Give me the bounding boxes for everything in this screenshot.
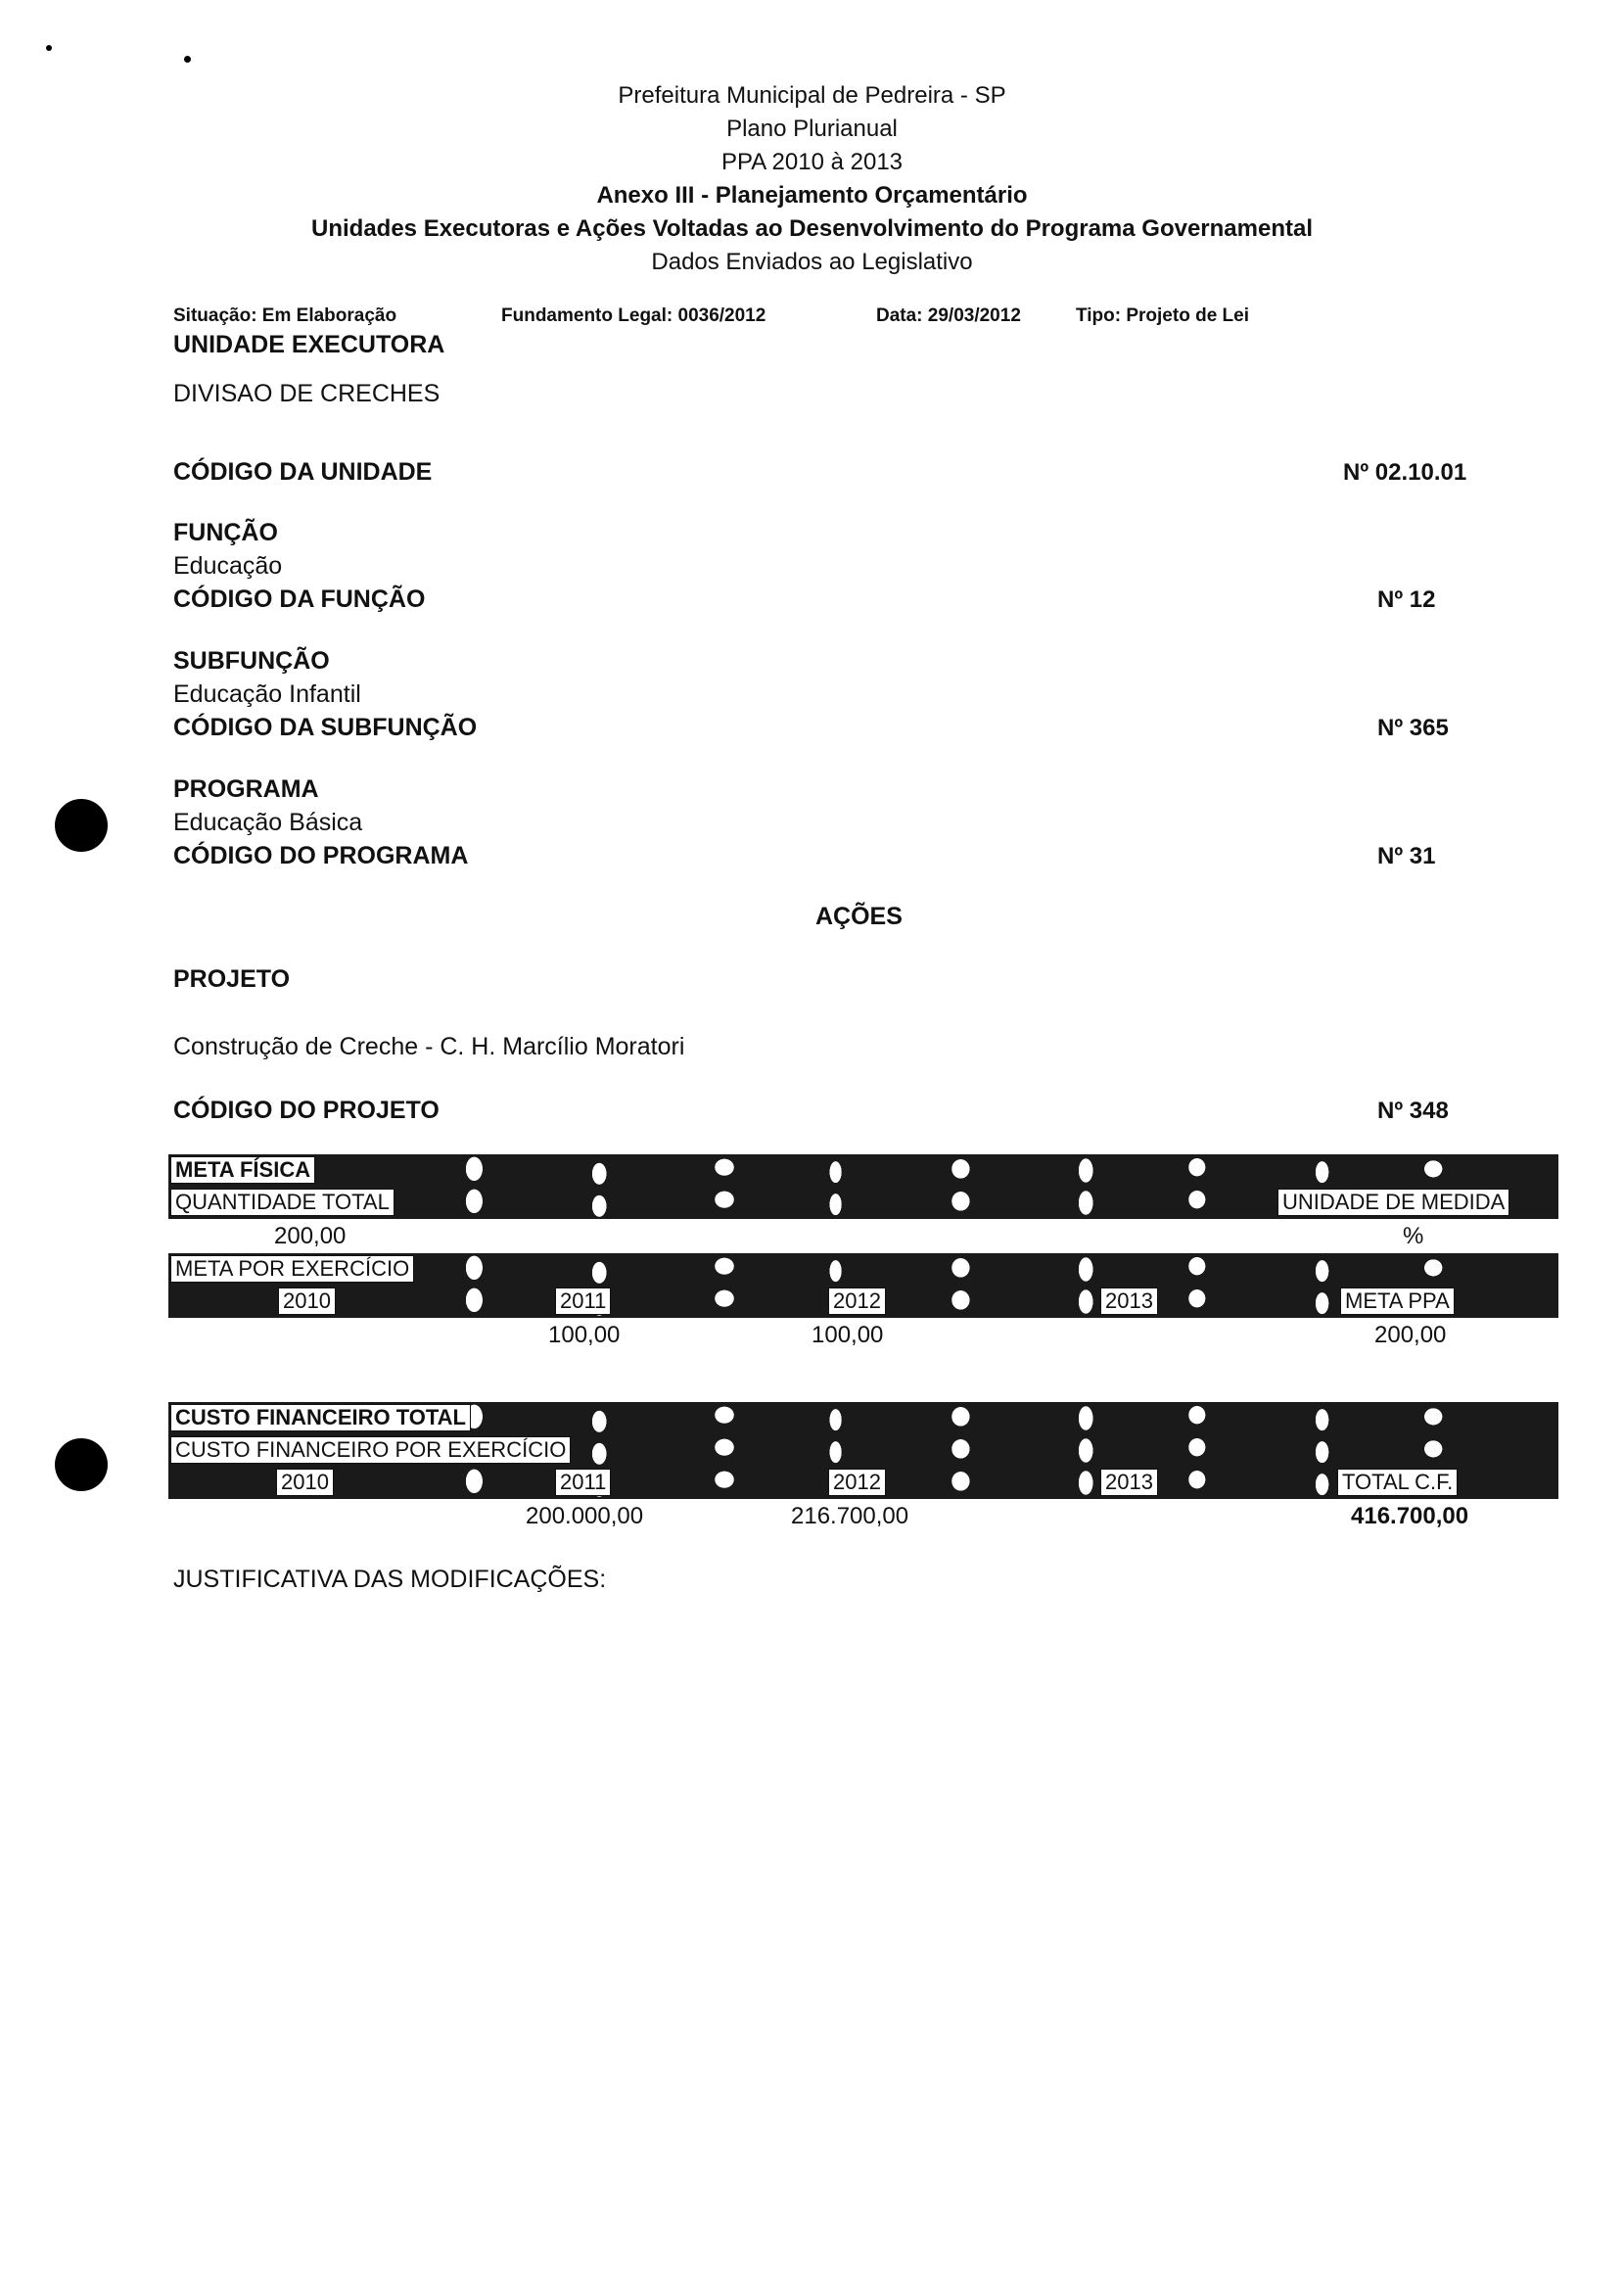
custo-total-title: CUSTO FINANCEIRO TOTAL xyxy=(170,1404,471,1431)
meta-year-2013: 2013 xyxy=(1100,1287,1158,1315)
meta-ppa-label: META PPA xyxy=(1340,1287,1455,1315)
codigo-projeto-value: Nº 348 xyxy=(1377,1098,1449,1124)
meta-year-2012: 2012 xyxy=(828,1287,886,1315)
meta-year-2011: 2011 xyxy=(555,1287,611,1315)
header-annex: Anexo III - Planejamento Orçamentário xyxy=(596,182,1028,209)
status-fundamento: Fundamento Legal: 0036/2012 xyxy=(501,305,766,326)
codigo-unidade-label: CÓDIGO DA UNIDADE xyxy=(173,458,433,486)
header-data-sent: Dados Enviados ao Legislativo xyxy=(651,249,973,275)
header-plan: Plano Plurianual xyxy=(726,116,898,142)
header-subtitle: Unidades Executoras e Ações Voltadas ao Desenvolvimento do Programa Governamental xyxy=(311,215,1313,242)
custo-year-2012: 2012 xyxy=(828,1469,886,1496)
meta-value-2012: 100,00 xyxy=(812,1322,884,1348)
meta-por-exercicio-label: META POR EXERCÍCIO xyxy=(170,1255,414,1283)
status-situacao: Situação: Em Elaboração xyxy=(173,305,397,326)
codigo-funcao-label: CÓDIGO DA FUNÇÃO xyxy=(173,585,426,613)
meta-fisica-title: META FÍSICA xyxy=(170,1156,315,1184)
codigo-subfuncao-label: CÓDIGO DA SUBFUNÇÃO xyxy=(173,714,478,741)
funcao-label: FUNÇÃO xyxy=(173,519,278,546)
custo-value-2012: 216.700,00 xyxy=(791,1503,909,1529)
total-cf-value: 416.700,00 xyxy=(1351,1503,1469,1529)
custo-year-2013: 2013 xyxy=(1100,1469,1158,1496)
subfuncao-label: SUBFUNÇÃO xyxy=(173,647,330,675)
total-cf-label: TOTAL C.F. xyxy=(1337,1469,1458,1496)
quantidade-total-label: QUANTIDADE TOTAL xyxy=(170,1189,394,1216)
unidade-medida-value: % xyxy=(1403,1223,1424,1249)
header-period: PPA 2010 à 2013 xyxy=(720,149,904,175)
unidade-value: DIVISAO DE CRECHES xyxy=(173,380,441,407)
projeto-label: PROJETO xyxy=(173,965,291,993)
status-tipo: Tipo: Projeto de Lei xyxy=(1076,305,1249,326)
meta-value-2011: 100,00 xyxy=(548,1322,621,1348)
programa-label: PROGRAMA xyxy=(173,775,319,803)
projeto-value: Construção de Creche - C. H. Marcílio Moratori xyxy=(173,1033,685,1060)
punch-hole xyxy=(55,799,108,852)
meta-fisica-bar-1 xyxy=(168,1154,1558,1187)
punch-hole xyxy=(55,1438,108,1491)
custo-por-exercicio-label: CUSTO FINANCEIRO POR EXERCÍCIO xyxy=(170,1436,571,1464)
scan-mark xyxy=(184,56,191,63)
meta-ppa-value: 200,00 xyxy=(1374,1322,1447,1348)
quantidade-total-value: 200,00 xyxy=(274,1223,347,1249)
scan-mark xyxy=(46,45,52,51)
unidade-medida-label: UNIDADE DE MEDIDA xyxy=(1277,1189,1509,1216)
justificativa-label: JUSTIFICATIVA DAS MODIFICAÇÕES: xyxy=(173,1566,607,1593)
unidade-label: UNIDADE EXECUTORA xyxy=(173,331,445,358)
custo-value-2011: 200.000,00 xyxy=(526,1503,644,1529)
codigo-programa-label: CÓDIGO DO PROGRAMA xyxy=(173,842,469,869)
funcao-value: Educação xyxy=(173,552,283,580)
codigo-unidade-value: Nº 02.10.01 xyxy=(1343,459,1467,486)
acoes-heading: AÇÕES xyxy=(815,903,903,930)
codigo-subfuncao-value: Nº 365 xyxy=(1377,715,1449,741)
subfuncao-value: Educação Infantil xyxy=(173,680,361,708)
header-municipality: Prefeitura Municipal de Pedreira - SP xyxy=(618,82,1006,109)
programa-value: Educação Básica xyxy=(173,809,363,836)
codigo-projeto-label: CÓDIGO DO PROJETO xyxy=(173,1097,440,1124)
custo-year-2011: 2011 xyxy=(555,1469,611,1496)
custo-year-2010: 2010 xyxy=(276,1469,334,1496)
status-data: Data: 29/03/2012 xyxy=(876,305,1021,326)
codigo-programa-value: Nº 31 xyxy=(1377,843,1436,869)
meta-year-2010: 2010 xyxy=(278,1287,336,1315)
codigo-funcao-value: Nº 12 xyxy=(1377,586,1436,613)
